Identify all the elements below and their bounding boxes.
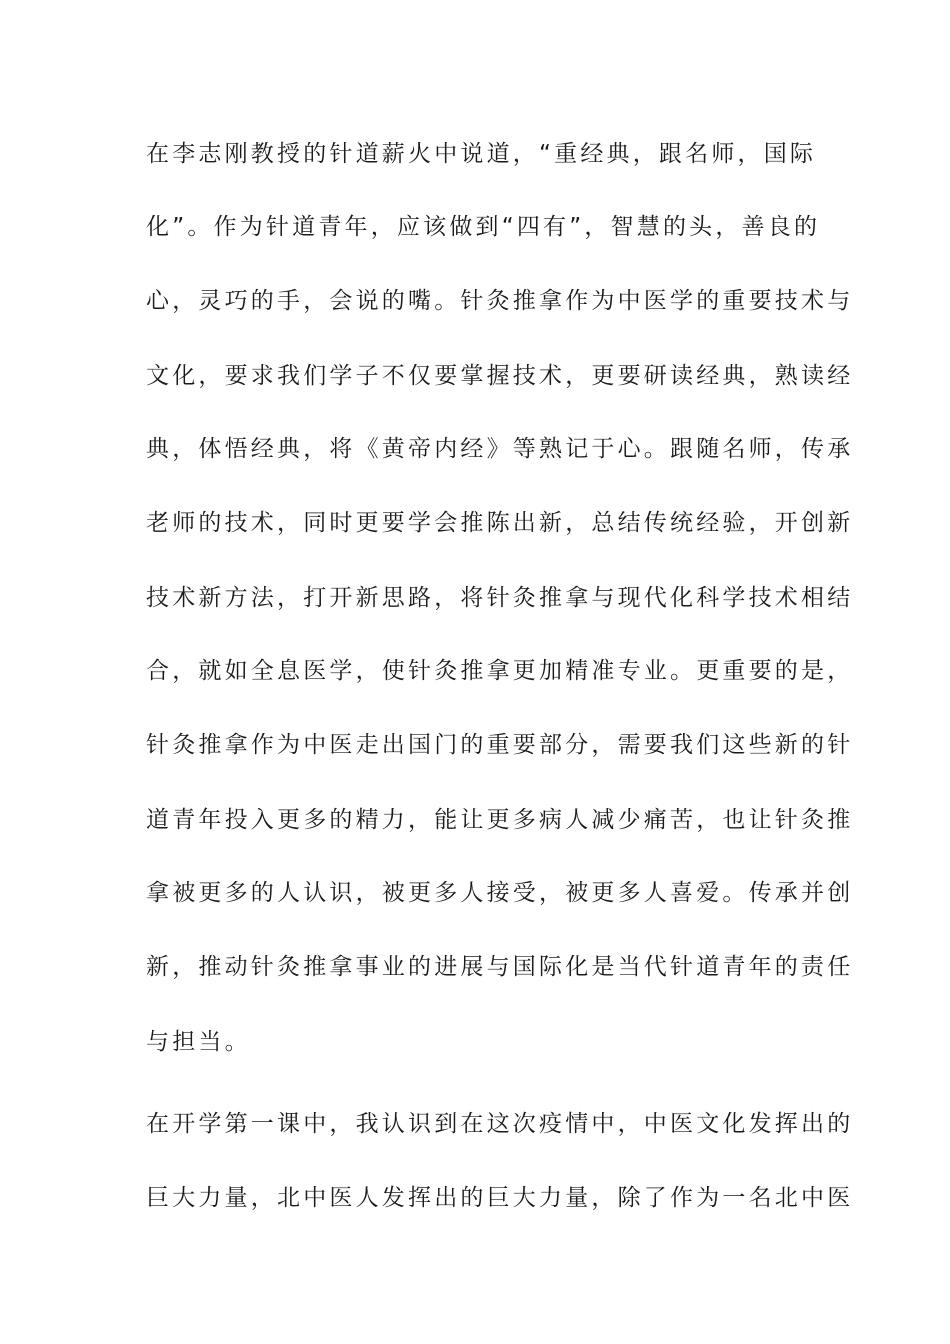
text-line: 化”。作为针道青年，应该做到“四有”，智慧的头，善良的: [146, 214, 821, 240]
text-line: 在李志刚教授的针道薪火中说道，“重经典，跟名师，国际: [146, 141, 817, 167]
text-line: 老师的技术，同时更要学会推陈出新，总结传统经验，开创新: [146, 510, 854, 536]
text-line: 在开学第一课中，我认识到在这次疫情中，中医文化发挥出的: [146, 1111, 854, 1137]
text-line: 拿被更多的人认识，被更多人接受，被更多人喜爱。传承并创: [146, 880, 854, 906]
text-line: 典，体悟经典，将《黄帝内经》等熟记于心。跟随名师，传承: [146, 436, 854, 462]
text-line: 道青年投入更多的精力，能让更多病人减少痛苦，也让针灸推: [146, 807, 854, 833]
text-line: 文化，要求我们学子不仅要掌握技术，更要研读经典，熟读经: [146, 363, 854, 389]
text-line: 技术新方法，打开新思路，将针灸推拿与现代化科学技术相结: [146, 585, 854, 611]
text-line: 心，灵巧的手，会说的嘴。针灸推拿作为中医学的重要技术与: [146, 288, 854, 314]
text-line: 合，就如全息医学，使针灸推拿更加精准专业。更重要的是，: [146, 658, 854, 684]
text-line: 针灸推拿作为中医走出国门的重要部分，需要我们这些新的针: [146, 732, 854, 758]
text-line: 新，推动针灸推拿事业的进展与国际化是当代针道青年的责任: [146, 954, 854, 980]
text-line: 巨大力量，北中医人发挥出的巨大力量，除了作为一名北中医: [146, 1185, 854, 1211]
text-line: 与担当。: [146, 1029, 251, 1055]
